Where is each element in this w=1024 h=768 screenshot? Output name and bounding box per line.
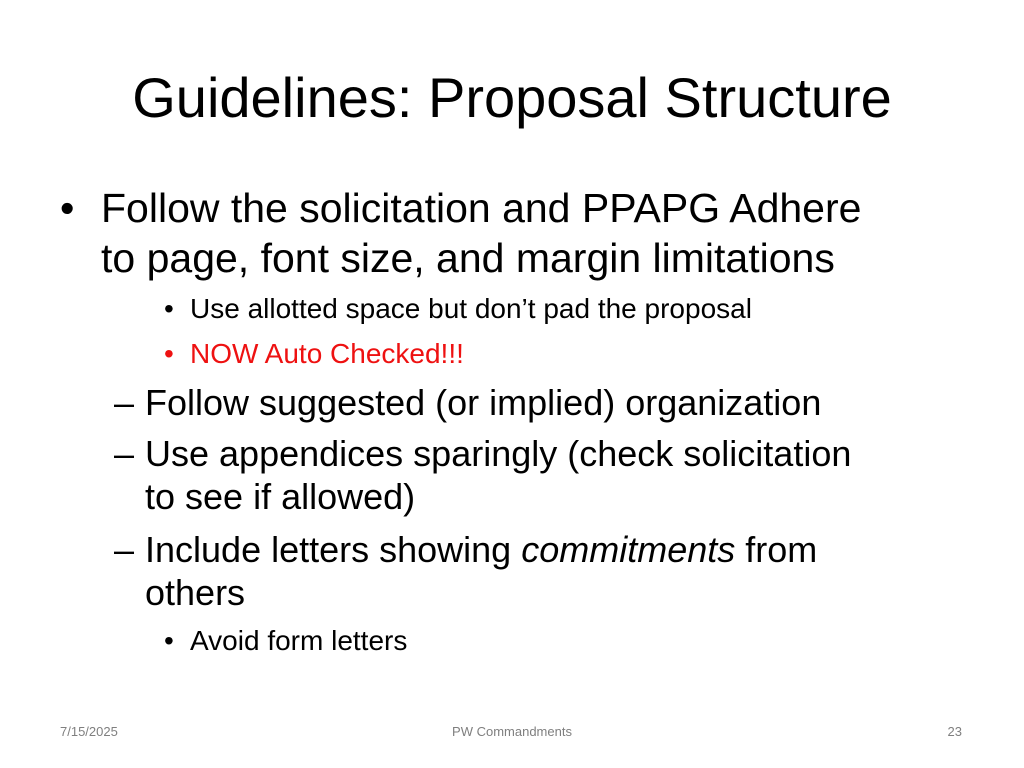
- sub-bullet-text: Use allotted space but don’t pad the proposal: [190, 293, 752, 324]
- sub-bullet-marker: •: [164, 625, 174, 656]
- bullet-text-line: to page, font size, and margin limitations: [101, 235, 835, 281]
- dash-marker: –: [114, 382, 135, 423]
- emphasis-text: commitments: [521, 529, 736, 570]
- bullet-text-line: Follow the solicitation and PPAPG Adhere: [101, 185, 862, 231]
- bullet-marker: •: [60, 185, 75, 231]
- footer-title: PW Commandments: [452, 724, 572, 739]
- highlight-bullet-text: NOW Auto Checked!!!: [190, 338, 464, 369]
- dash-text-line: Use appendices sparingly (check solicitation: [145, 433, 852, 474]
- slide-title: Guidelines: Proposal Structure: [132, 66, 892, 129]
- dash-marker: –: [114, 433, 135, 474]
- dash-marker: –: [114, 529, 135, 570]
- dash-text-line: [145, 528, 817, 572]
- sub-bullet-marker: •: [164, 293, 174, 324]
- dash-text-line: to see if allowed): [145, 476, 416, 517]
- dash-text-pre: Include letters showing: [145, 529, 522, 570]
- dash-text-post: from: [735, 529, 818, 570]
- sub-bullet-text: Avoid form letters: [190, 625, 408, 656]
- sub-bullet-marker: •: [164, 338, 174, 369]
- footer-date: 7/15/2025: [60, 724, 118, 739]
- dash-text: Follow suggested (or implied) organization: [145, 382, 822, 423]
- slide-number: 23: [947, 724, 962, 739]
- dash-text-line: others: [145, 572, 246, 613]
